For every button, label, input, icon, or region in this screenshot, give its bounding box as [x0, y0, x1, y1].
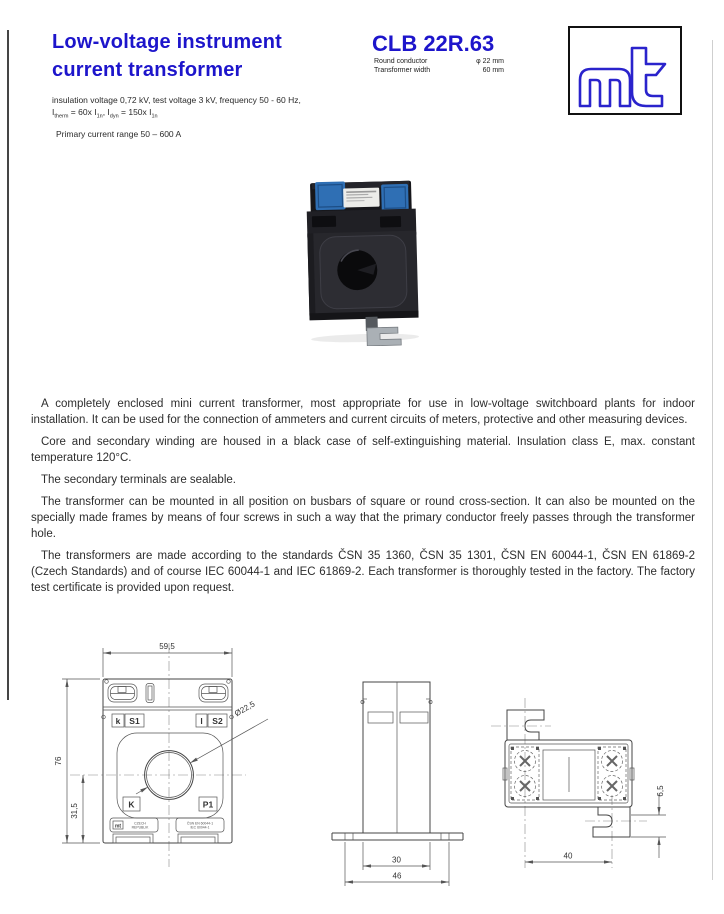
spec-value: 60 mm	[482, 67, 504, 74]
spec-label: Transformer width	[374, 67, 431, 74]
dim-height-label: 76	[54, 756, 63, 766]
spec-label: Round conductor	[374, 58, 428, 65]
spec-value: φ 22 mm	[476, 58, 504, 65]
model-number: CLB 22R.63	[372, 31, 495, 56]
terminal-label-k: k	[115, 716, 121, 726]
page-title-line1: Low-voltage instrument	[52, 31, 282, 53]
current-transformer-photo	[298, 174, 428, 346]
paragraph-sealable: The secondary terminals are sealable.	[41, 474, 236, 486]
paragraph-case: Core and secondary winding are housed in a black case of self-extinguishing material. Insulation class E, max. constant temperature 120°C.	[31, 436, 695, 464]
dim-offset-label: 6,5	[656, 785, 665, 797]
dim-inner-label: 30	[392, 855, 401, 865]
cert-left-line2: REPUBLIK	[131, 825, 149, 830]
terminal-label-s1: S1	[129, 716, 140, 726]
paragraph-overview: A completely enclosed mini current transformer, most appropriate for use in low-voltage switchboard plants for indoor installation. It can be used for the connection of ammeters and current circuits of meters, protective and other measuring devices.	[31, 398, 695, 426]
front-view-drawing	[50, 635, 285, 885]
page-title-line2: current transformer	[52, 59, 243, 81]
description-text	[31, 396, 695, 602]
top-view-drawing	[485, 672, 715, 895]
page-title	[52, 28, 282, 84]
terminal-label-P1: P1	[202, 799, 214, 810]
cert-mt-logo: mt	[114, 823, 122, 830]
company-logo	[568, 26, 682, 115]
terminal-label-K: K	[128, 799, 135, 810]
spec-row-width	[374, 66, 504, 75]
dim-width-label: 59,5	[159, 642, 175, 651]
paragraph-mounting: The transformer can be mounted in all position on busbars of square or round cross-section. It can also be mounted on the specially made frames by means of four screws in such a way that the primary conductor freely passes through the transformer hole.	[31, 496, 695, 540]
terminal-label-l: l	[200, 716, 203, 726]
dim-spacing-label: 40	[563, 851, 573, 861]
dim-outer-label: 46	[392, 871, 402, 881]
intro-line1: insulation voltage 0,72 kV, test voltage 3 kV, frequency 50 - 60 Hz,	[52, 95, 301, 105]
cert-right-line2: IEC 60044-1	[190, 825, 210, 830]
intro-formula: $I_{therm} = 60x$ $I_{1n}$, $I_{dyn} = 150x$ $I_{1n}$	[52, 106, 158, 120]
terminal-label-s2: S2	[212, 716, 223, 726]
intro-text	[52, 95, 301, 123]
product-photo	[298, 174, 428, 351]
paragraph-standards: The transformers are made according to the standards ČSN 35 1360, ČSN 35 1301, ČSN EN 60044-1, ČSN EN 61869-2 (Czech Standards) and of course IEC 60044-1 and IEC 61869-2. Each transformer is thoroughly tested in the factory. The factory test certificate is provided upon request.	[31, 550, 695, 594]
dim-hole-label: Ø22,5	[233, 699, 257, 719]
scan-artifact-left	[7, 30, 9, 700]
mt-logo-icon	[570, 28, 680, 113]
cert-left-line1: CZECH	[134, 821, 146, 826]
side-view-drawing	[320, 648, 485, 903]
primary-current-range: Primary current range 50 – 600 A	[56, 129, 182, 139]
spec-row-conductor	[374, 57, 504, 66]
dim-center-label: 31,5	[70, 803, 79, 819]
spec-list	[374, 57, 504, 75]
cert-right-line1: ČSN EN 60044-1	[186, 821, 214, 826]
